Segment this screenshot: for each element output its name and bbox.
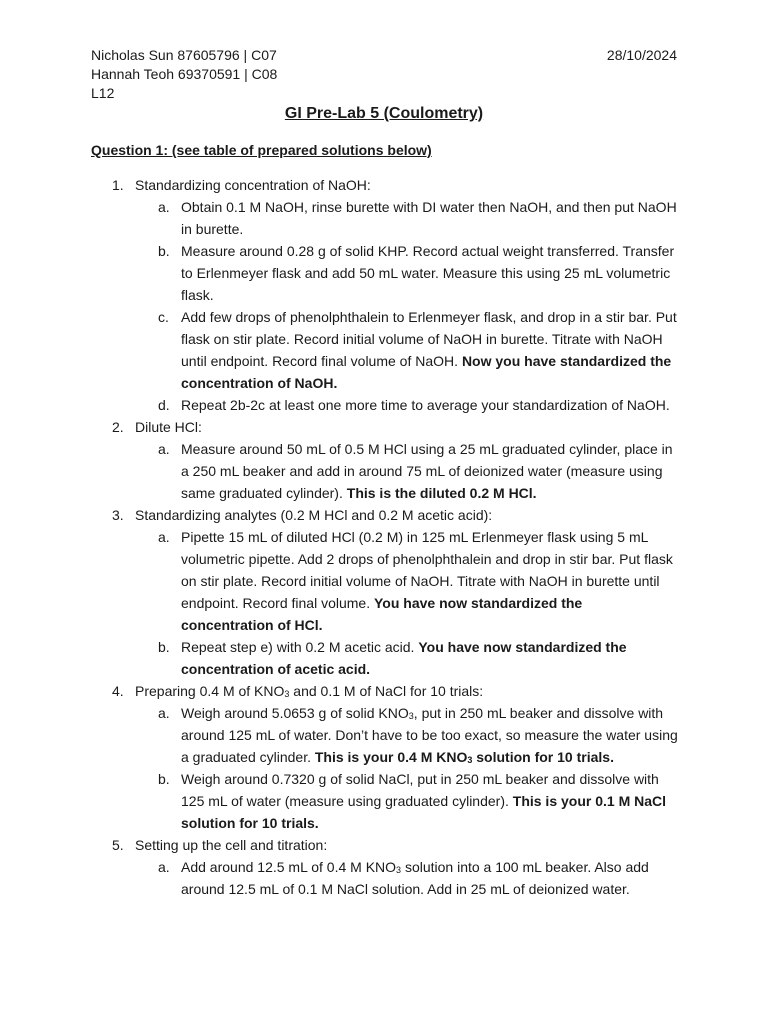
substep-letter: a. [158,441,170,457]
substep-letter: b. [158,639,170,655]
substep-emphasis: You have now standardized the concentration of HCl. [181,595,583,633]
substep-letter: a. [158,705,170,721]
substep-text: Repeat step e) with 0.2 M acetic acid. [181,639,415,655]
substep-4b [0,768,768,834]
step-2 [0,416,768,438]
step-4 [0,680,768,702]
lab-section: L12 [91,85,115,101]
subscript: 3 [408,711,414,721]
substep-emphasis [315,749,614,765]
emphasis-part: This is your 0.4 M KNO [314,749,468,765]
question-heading: Question 1: (see table of prepared solutions below) [91,142,432,158]
procedure-list [0,174,768,900]
substep-text: Pipette 15 mL of diluted HCl (0.2 M) in 125 mL Erlenmeyer flask using 5 mL volumetric pipette. Add 2 drops of phenolphthalein and drop in stir bar. Put flask on stir plate. Record initial volume of NaOH. Titrate with NaOH in burette until endpoint. Record final volume. [181,529,673,611]
substep-text-part: solution into a 100 mL beaker. Also add around 12.5 mL of 0.1 M NaCl solution. Add in 25 mL of deionized water. [181,859,649,897]
author-line-1: Nicholas Sun 87605796 | C07 [91,47,277,63]
step-heading: Setting up the cell and titration: [135,837,328,853]
step-number: 3. [112,507,124,523]
substep-1d [0,394,768,416]
substep-text-part: , put in 250 mL beaker and dissolve with around 125 mL of water. Don’t have to be too exact, so measure the water using a graduated cylinder. [181,705,678,765]
substep-letter: c. [158,309,169,325]
step-heading-text: and 0.1 M of NaCl for 10 trials: [289,683,484,699]
subscript: 3 [467,755,473,765]
step-5 [0,834,768,856]
substep-emphasis: This is the diluted 0.2 M HCl. [346,485,537,501]
substep-text: Measure around 50 mL of 0.5 M HCl using a 25 mL graduated cylinder, place in a 250 mL beaker and add in around 75 mL of deionized water (measure using same graduated cylinder). [181,441,673,501]
substep-letter: a. [158,199,170,215]
substep-2a [0,438,768,504]
step-3 [0,504,768,526]
substep-letter: a. [158,859,170,875]
step-number: 5. [112,837,124,853]
substep-letter: b. [158,243,170,259]
substep-text [181,705,678,765]
step-number: 4. [112,683,124,699]
substep-3b [0,636,768,680]
substep-emphasis: You have now standardized the concentration of acetic acid. [181,639,627,677]
substep-letter: b. [158,771,170,787]
step-heading: Standardizing concentration of NaOH: [135,177,371,193]
substep-letter: a. [158,529,170,545]
substep-4a [0,702,768,768]
step-heading [135,683,483,699]
document-title: GI Pre-Lab 5 (Coulometry) [284,105,484,122]
step-number: 1. [112,177,124,193]
substep-text-part: Add around 12.5 mL of 0.4 M KNO [181,859,397,875]
substep-emphasis: Now you have standardized the concentration of NaOH. [181,353,672,391]
substep-1b [0,240,768,306]
substep-text-part: Weigh around 5.0653 g of solid KNO [181,705,409,721]
substep-text: Obtain 0.1 M NaOH, rinse burette with DI water then NaOH, and then put NaOH in burette. [181,199,677,237]
subscript: 3 [284,689,290,699]
subscript: 3 [396,865,402,875]
substep-text: Add few drops of phenolphthalein to Erlenmeyer flask, and drop in a stir bar. Put flask on stir plate. Record initial volume of NaOH in burette. Titrate with NaOH until endpoint. Record final volume of NaOH. [181,309,677,369]
substep-3a [0,526,768,636]
substep-text: Measure around 0.28 g of solid KHP. Record actual weight transferred. Transfer to Erlenmeyer flask and add 50 mL water. Measure this using 25 mL volumetric flask. [181,243,675,303]
step-heading: Dilute HCl: [135,419,202,435]
step-1 [0,174,768,196]
author-line-2: Hannah Teoh 69370591 | C08 [91,66,278,82]
step-heading: Standardizing analytes (0.2 M HCl and 0.2 M acetic acid): [135,507,493,523]
substep-1c [0,306,768,394]
substep-text: Weigh around 0.7320 g of solid NaCl, put in 250 mL beaker and dissolve with 125 mL of water (measure using graduated cylinder). [181,771,659,809]
substep-1a [0,196,768,240]
substep-text [181,859,649,897]
substep-emphasis: This is your 0.1 M NaCl solution for 10 trials. [181,793,667,831]
substep-text: Repeat 2b-2c at least one more time to average your standardization of NaOH. [181,397,670,413]
emphasis-part: solution for 10 trials. [472,749,614,765]
step-number: 2. [112,419,124,435]
document-date: 28/10/2024 [606,47,677,63]
substep-letter: d. [158,397,170,413]
step-heading-text: Preparing 0.4 M of KNO [135,683,285,699]
substep-5a [0,856,768,900]
